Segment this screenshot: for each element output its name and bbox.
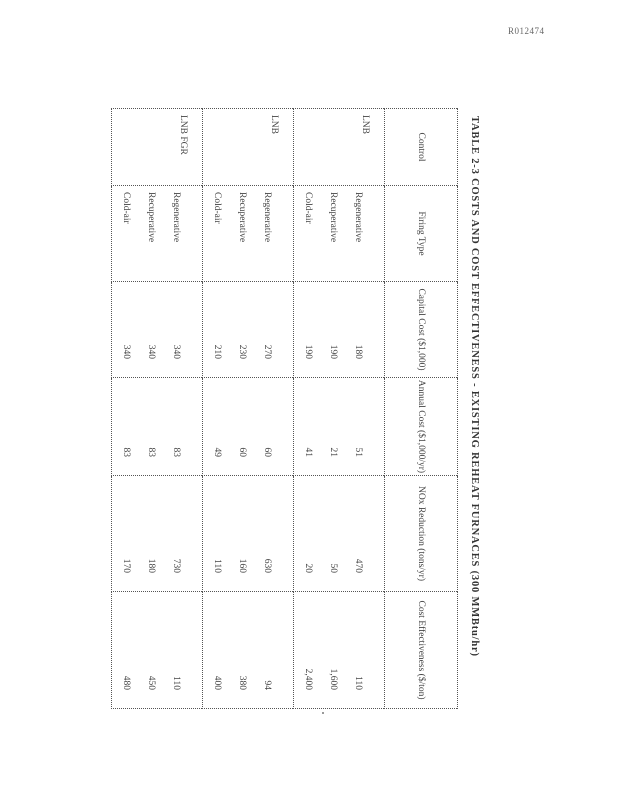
control-cell: LNB xyxy=(203,109,294,186)
header-nox-reduction: NOx Reduction (tons/yr) xyxy=(385,476,458,592)
rotated-page-content xyxy=(114,108,486,708)
firing-type-cell: Regenerative Recuperative Cold-air xyxy=(294,186,385,282)
control-cell: LNB xyxy=(294,109,385,186)
header-control: Control xyxy=(385,109,458,186)
table-row xyxy=(112,109,203,709)
firing-type-cell: Regenerative Recuperative Cold-air xyxy=(112,186,203,282)
capital-cost-cell: 270 230 210 xyxy=(203,282,294,378)
table-row xyxy=(294,109,385,709)
control-cell: LNB FGR xyxy=(112,109,203,186)
capital-cost-cell: 340 340 340 xyxy=(112,282,203,378)
header-cost-effectiveness: Cost Effectiveness ($/ton) xyxy=(385,592,458,709)
table-row xyxy=(203,109,294,709)
header-capital-cost: Capital Cost ($1,000) xyxy=(385,282,458,378)
table-title: TABLE 2-3 COSTS AND COST EFFECTIVENESS - EXISTING REHEAT FURNACES (300 MMBtu/hr) xyxy=(469,116,480,657)
header-row xyxy=(385,109,458,709)
annual-cost-cell: 83 83 83 xyxy=(112,378,203,476)
cost-effectiveness-cell: 110 1,600 2,400 xyxy=(294,592,385,709)
header-annual-cost: Annual Cost ($1,000/yr) xyxy=(385,378,458,476)
nox-reduction-cell: 470 50 20 xyxy=(294,476,385,592)
annual-cost-cell: 60 60 49 xyxy=(203,378,294,476)
header-firing-type: Firing Type xyxy=(385,186,458,282)
cost-effectiveness-table xyxy=(111,108,458,709)
nox-reduction-cell: 630 160 110 xyxy=(203,476,294,592)
capital-cost-cell: 180 190 190 xyxy=(294,282,385,378)
annual-cost-cell: 51 21 41 xyxy=(294,378,385,476)
scan-speck xyxy=(322,712,324,714)
firing-type-cell: Regenerative Recuperative Cold-air xyxy=(203,186,294,282)
document-id: R012474 xyxy=(508,26,545,36)
nox-reduction-cell: 730 180 170 xyxy=(112,476,203,592)
cost-effectiveness-cell: 94 380 400 xyxy=(203,592,294,709)
cost-effectiveness-cell: 110 450 480 xyxy=(112,592,203,709)
